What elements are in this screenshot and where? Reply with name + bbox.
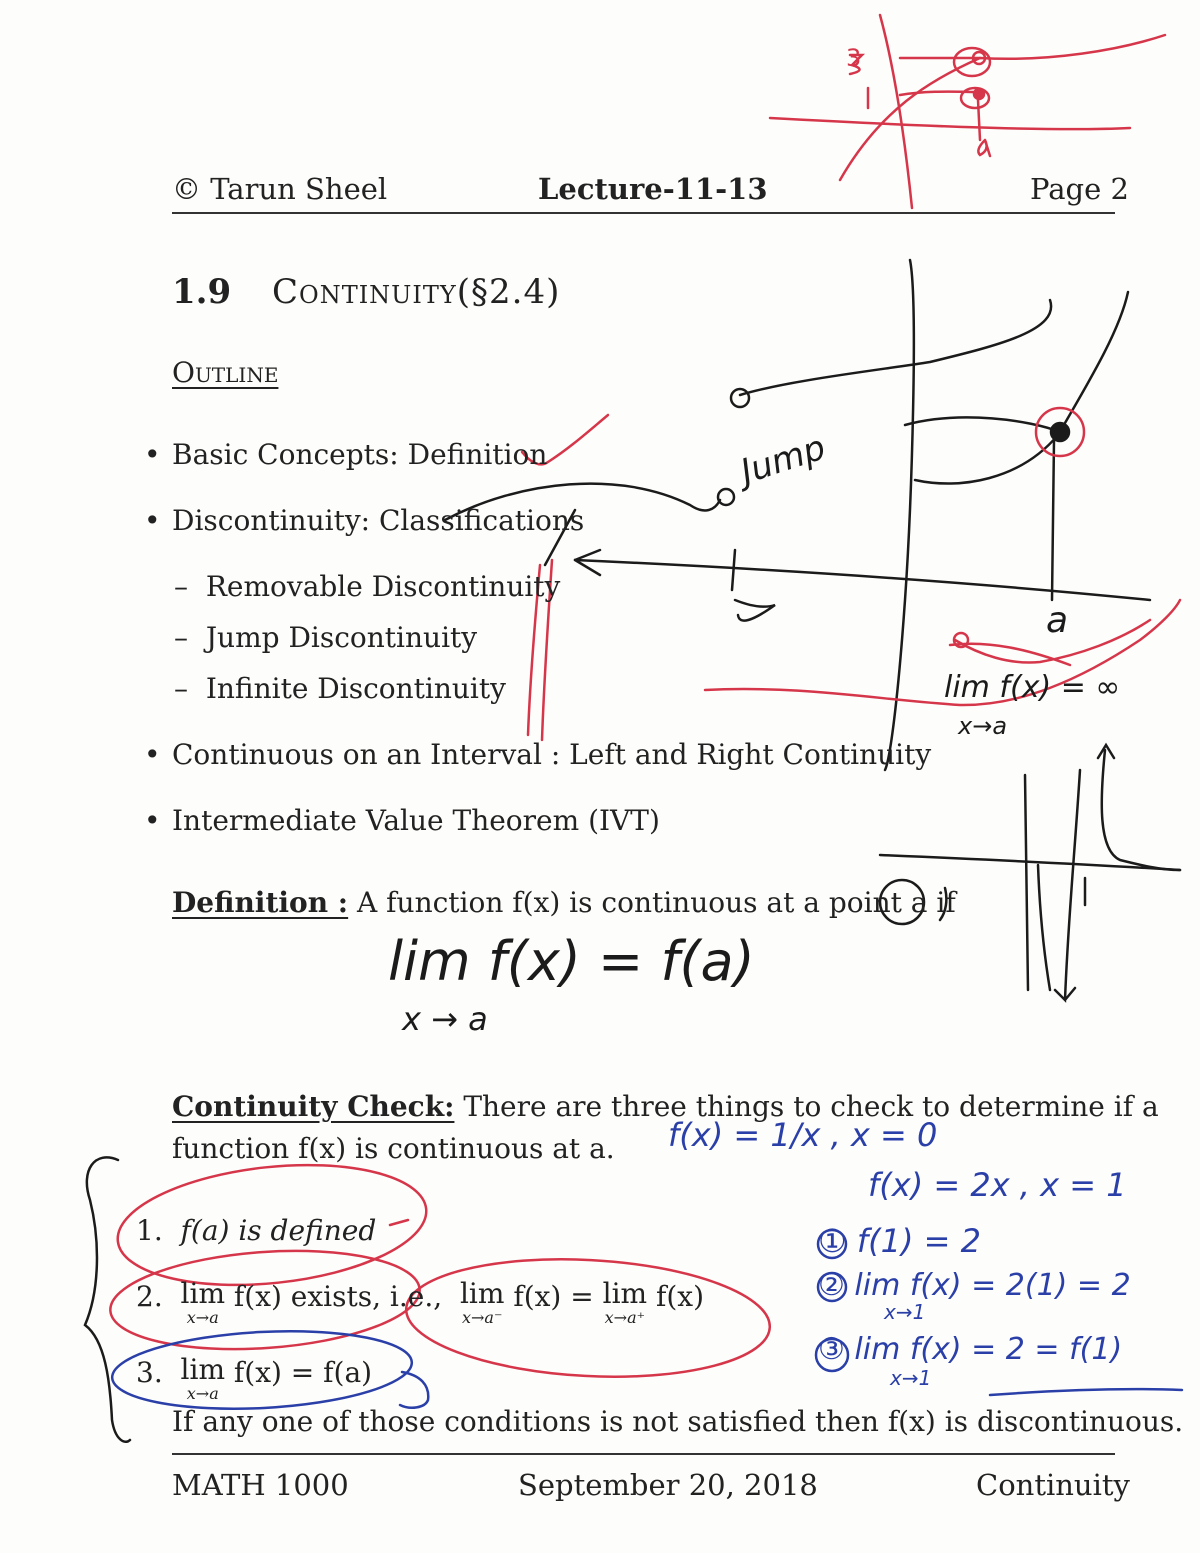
- bullet-icon: •: [144, 738, 161, 771]
- handwritten-lim-infinity-sub: x→a: [958, 712, 1008, 740]
- outline-item: • Intermediate Value Theorem (IVT): [144, 804, 660, 837]
- handwritten-limit-sub: x → a: [402, 1000, 488, 1038]
- check-item-1: 1. f(a) is defined: [136, 1214, 377, 1247]
- handwritten-a: a: [1046, 600, 1069, 641]
- handwritten-limit: lim f(x) = f(a): [388, 930, 755, 993]
- footer-date: September 20, 2018: [518, 1468, 818, 1502]
- limit-operator: lim x→a: [180, 1353, 225, 1403]
- outline-subitem: – Infinite Discontinuity: [174, 672, 506, 705]
- outline-item: • Basic Concepts: Definition: [144, 438, 548, 471]
- definition-text: A function f(x) is continuous at a point a if: [357, 886, 956, 919]
- definition: [172, 886, 956, 919]
- handwritten-step-3-sub: x→1: [890, 1366, 932, 1390]
- outline-item: • Continuous on an Interval : Left and Right Continuity: [144, 738, 932, 771]
- section-heading: [172, 272, 561, 312]
- handwritten-step-2: ② lim f(x) = 2(1) = 2: [818, 1268, 1131, 1303]
- footer-rule: [172, 1453, 1115, 1455]
- continuity-check-label: Continuity Check:: [172, 1090, 455, 1123]
- header-page: Page 2: [1030, 172, 1129, 206]
- check-item-3: 3. lim x→a f(x) = f(a): [136, 1353, 373, 1403]
- outline-item: • Discontinuity: Classifications: [144, 504, 585, 537]
- bullet-icon: •: [144, 438, 161, 471]
- bullet-icon: •: [144, 504, 161, 537]
- check-conclusion: If any one of those conditions is not satisfied then f(x) is discontinuous.: [172, 1405, 1184, 1438]
- header-author: © Tarun Sheel: [172, 172, 388, 206]
- handwritten-example-2: f(x) = 2x , x = 1: [868, 1166, 1127, 1204]
- handwritten-step-1: ① f(1) = 2: [818, 1222, 981, 1260]
- handwritten-lim-infinity: lim f(x) = ∞: [944, 670, 1121, 705]
- limit-operator-left: lim x→a⁻: [459, 1277, 505, 1327]
- outline-heading: Outline: [172, 356, 279, 389]
- handwritten-jump: Jump: [735, 427, 831, 493]
- section-title: Continuity(§2.4): [272, 272, 561, 312]
- bullet-icon: •: [144, 804, 161, 837]
- header-rule: [172, 212, 1115, 214]
- limit-operator: lim x→a: [180, 1277, 225, 1327]
- footer-course: MATH 1000: [172, 1468, 349, 1502]
- handwritten-example-1: f(x) = 1/x , x = 0: [668, 1116, 938, 1154]
- header-lecture: Lecture-11-13: [538, 172, 768, 206]
- check-item-2: 2. lim x→a f(x) exists, i.e., lim x→a⁻ f(x) = lim x→a⁺ f(x): [136, 1277, 705, 1327]
- definition-label: Definition :: [172, 886, 349, 919]
- continuity-check-line1: Continuity Check: There are three things to check to determine if a: [172, 1090, 1159, 1123]
- outline-subitem: – Removable Discontinuity: [174, 570, 561, 603]
- continuity-check-line2: function f(x) is continuous at a.: [172, 1132, 615, 1165]
- graph-label-3: 3: [846, 44, 862, 72]
- section-number: 1.9: [172, 272, 232, 312]
- handwritten-step-3: ③ lim f(x) = 2 = f(1): [818, 1332, 1123, 1367]
- handwritten-step-2-sub: x→1: [884, 1300, 926, 1324]
- outline-subitem: – Jump Discontinuity: [174, 621, 478, 654]
- footer-topic: Continuity: [976, 1468, 1130, 1502]
- limit-operator-right: lim x→a⁺: [602, 1277, 648, 1327]
